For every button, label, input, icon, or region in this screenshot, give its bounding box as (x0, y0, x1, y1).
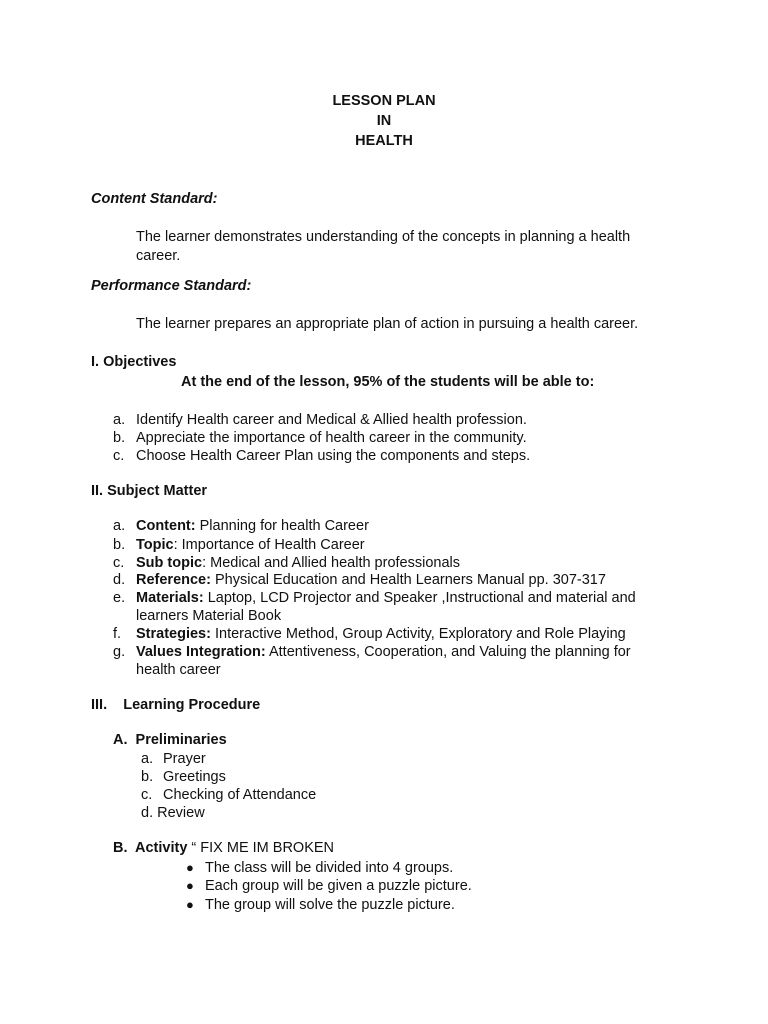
list-marker: g. (113, 644, 126, 660)
document-title-line-3: HEALTH (355, 133, 413, 149)
list-marker: e. (113, 590, 126, 606)
list-marker: b. (113, 430, 126, 446)
activity-heading: B. Activity (113, 840, 188, 856)
item-text: Attentiveness, Cooperation, and Valuing the planning for (265, 644, 631, 660)
subject-matter-item (113, 536, 365, 554)
subject-matter-item (113, 554, 460, 572)
objective-text: Choose Health Career Plan using the components and steps. (136, 448, 531, 464)
activity-title: “ FIX ME IM BROKEN (187, 840, 335, 856)
list-marker: a. (113, 518, 126, 534)
objectives-intro: At the end of the lesson, 95% of the students will be able to: (181, 374, 595, 390)
learning-procedure-heading: III. Learning Procedure (91, 697, 261, 713)
list-marker: a. (113, 412, 126, 428)
item-label: Reference: (136, 572, 211, 588)
preliminaries-text: Review (157, 805, 205, 821)
item-text: Interactive Method, Group Activity, Exploratory and Role Playing (210, 626, 626, 642)
bullet-icon: ● (186, 860, 194, 875)
item-text: : Importance of Health Career (173, 537, 365, 553)
subject-matter-item (113, 517, 369, 535)
preliminaries-text: Checking of Attendance (163, 787, 317, 803)
activity-bullet-text: The group will solve the puzzle picture. (205, 897, 455, 913)
objectives-heading: I. Objectives (91, 354, 177, 370)
item-label: Materials: (136, 590, 204, 606)
content-standard-text-line-2: career. (136, 248, 181, 264)
subject-matter-item (113, 643, 631, 661)
objective-item (113, 447, 530, 465)
list-marker: c. (141, 787, 153, 803)
objective-text: Identify Health career and Medical & Allied health profession. (136, 412, 527, 428)
subject-matter-item (113, 625, 626, 643)
list-marker: f. (113, 626, 122, 642)
list-marker: d. (113, 572, 126, 588)
bullet-icon: ● (186, 878, 194, 893)
document-title-line-2: IN (376, 113, 392, 129)
item-label: Strategies: (136, 626, 211, 642)
preliminaries-heading: A. Preliminaries (113, 732, 227, 748)
content-standard-text-line-1: The learner demonstrates understanding of the concepts in planning a health (136, 229, 631, 245)
list-marker: d. (141, 805, 154, 821)
list-marker: c. (113, 555, 125, 571)
item-label: Topic (136, 537, 174, 553)
item-text: Physical Education and Health Learners Manual pp. 307-317 (210, 572, 606, 588)
document-title-line-1: LESSON PLAN (332, 93, 436, 109)
item-label: Sub topic (136, 555, 203, 571)
item-label: Values Integration: (136, 644, 266, 660)
activity-bullet-text: Each group will be given a puzzle picture. (205, 878, 472, 894)
item-text: Planning for health Career (195, 518, 369, 534)
activity-bullet-text: The class will be divided into 4 groups. (205, 860, 454, 876)
list-marker: b. (113, 537, 126, 553)
list-marker: b. (141, 769, 154, 785)
subject-matter-item (113, 589, 636, 607)
item-text: Laptop, LCD Projector and Speaker ,Instructional and material and (203, 590, 636, 606)
objective-item (113, 411, 527, 429)
list-marker: a. (141, 751, 154, 767)
subject-matter-item (113, 571, 606, 589)
objective-text: Appreciate the importance of health career in the community. (136, 430, 527, 446)
bullet-icon: ● (186, 897, 194, 912)
subject-matter-heading: II. Subject Matter (91, 483, 208, 499)
activity-bullet-item (186, 859, 453, 877)
item-text: : Medical and Allied health professionals (202, 555, 460, 571)
performance-standard-text: The learner prepares an appropriate plan of action in pursuing a health career. (136, 316, 639, 332)
performance-standard-heading: Performance Standard: (91, 278, 252, 294)
item-label: Content: (136, 518, 196, 534)
content-standard-heading: Content Standard: (91, 191, 218, 207)
activity-bullet-item (186, 877, 472, 895)
activity-bullet-item (186, 896, 455, 914)
preliminaries-item (141, 750, 206, 768)
subject-matter-item-continuation: learners Material Book (136, 608, 282, 624)
preliminaries-item (141, 804, 205, 822)
preliminaries-item (141, 768, 226, 786)
activity-heading-line (113, 839, 334, 857)
preliminaries-text: Greetings (163, 769, 226, 785)
objective-item (113, 429, 527, 447)
preliminaries-text: Prayer (163, 751, 206, 767)
preliminaries-item (141, 786, 316, 804)
subject-matter-item-continuation: health career (136, 662, 221, 678)
list-marker: c. (113, 448, 125, 464)
